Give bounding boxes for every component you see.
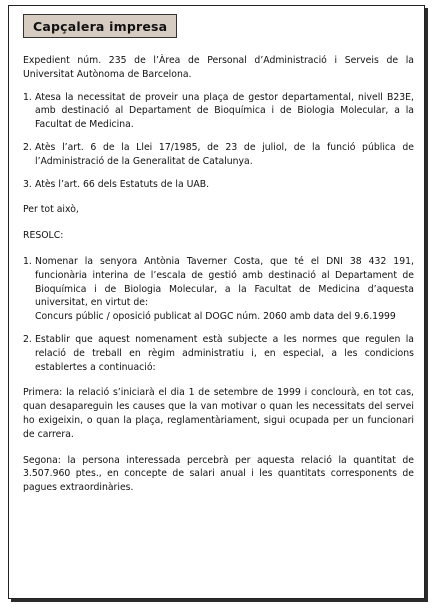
item-text: Nomenar la senyora Antònia Taverner Costa, que té el DNI 38 432 191, funcionària interina de l’escala de gestió amb destinació al Departament de Bioquímica i de Biologia Molecular, a la Facultat de Medicina d’aquesta universitat, en virtut de: xyxy=(35,255,414,309)
header-box xyxy=(23,14,177,38)
resolution-item xyxy=(23,333,414,374)
consideration-item xyxy=(23,91,414,132)
item-number: 2. xyxy=(23,141,32,153)
item-number: 1. xyxy=(23,91,32,103)
item-number: 3. xyxy=(23,178,32,190)
primera-paragraph: Primera: la relació s’iniciarà el dia 1 de setembre de 1999 i conclourà, en tot cas, quan desapareguin les causes que la van motivar o quan les necessitats del servei ho exigeixin, o quan la plaça, reglamentàriament, sigui ocupada per un funcionari de carrera. xyxy=(23,387,414,440)
item-number: 2. xyxy=(23,333,32,345)
item-text: Atès l’art. 66 dels Estatuts de la UAB. xyxy=(35,178,210,190)
item-text: Atès l’art. 6 de la Llei 17/1985, de 23 de juliol, de la funció pública de l’Administració de la Generalitat de Catalunya. xyxy=(35,141,414,167)
item-text: Atesa la necessitat de proveir una plaça de gestor departamental, nivell B23E, amb destinació al Departament de Bioquímica i de Biologia Molecular, a la Facultat de Medicina. xyxy=(35,91,414,131)
item-text: Establir que aquest nomenament està subjecte a les normes que regulen la relació de treball en règim administratiu i, en especial, a les condicions establertes a continuació: xyxy=(35,333,414,373)
document-frame xyxy=(8,5,425,599)
item-extra-text: Concurs públic / oposició publicat al DOGC núm. 2060 amb data del 9.6.1999 xyxy=(35,311,396,323)
intro-paragraph: Expedient núm. 235 de l’Àrea de Personal d’Administració i Serveis de la Universitat Autònoma de Barcelona. xyxy=(23,55,414,80)
consideration-item xyxy=(23,178,414,192)
resolc-heading: RESOLC: xyxy=(23,230,64,242)
document-body xyxy=(23,54,414,495)
per-tot-aixo: Per tot això, xyxy=(23,204,79,216)
segona-paragraph: Segona: la persona interessada percebrà per aquesta relació la quantitat de 3.507.960 ptes., en concepte de salari anual i les quantitats corresponents de pagues extraordinàries. xyxy=(23,454,414,494)
resolution-body xyxy=(35,255,414,324)
header-title: Capçalera impresa xyxy=(33,18,168,34)
consideration-item xyxy=(23,141,414,169)
item-number: 1. xyxy=(23,255,32,267)
resolution-item xyxy=(23,255,414,324)
